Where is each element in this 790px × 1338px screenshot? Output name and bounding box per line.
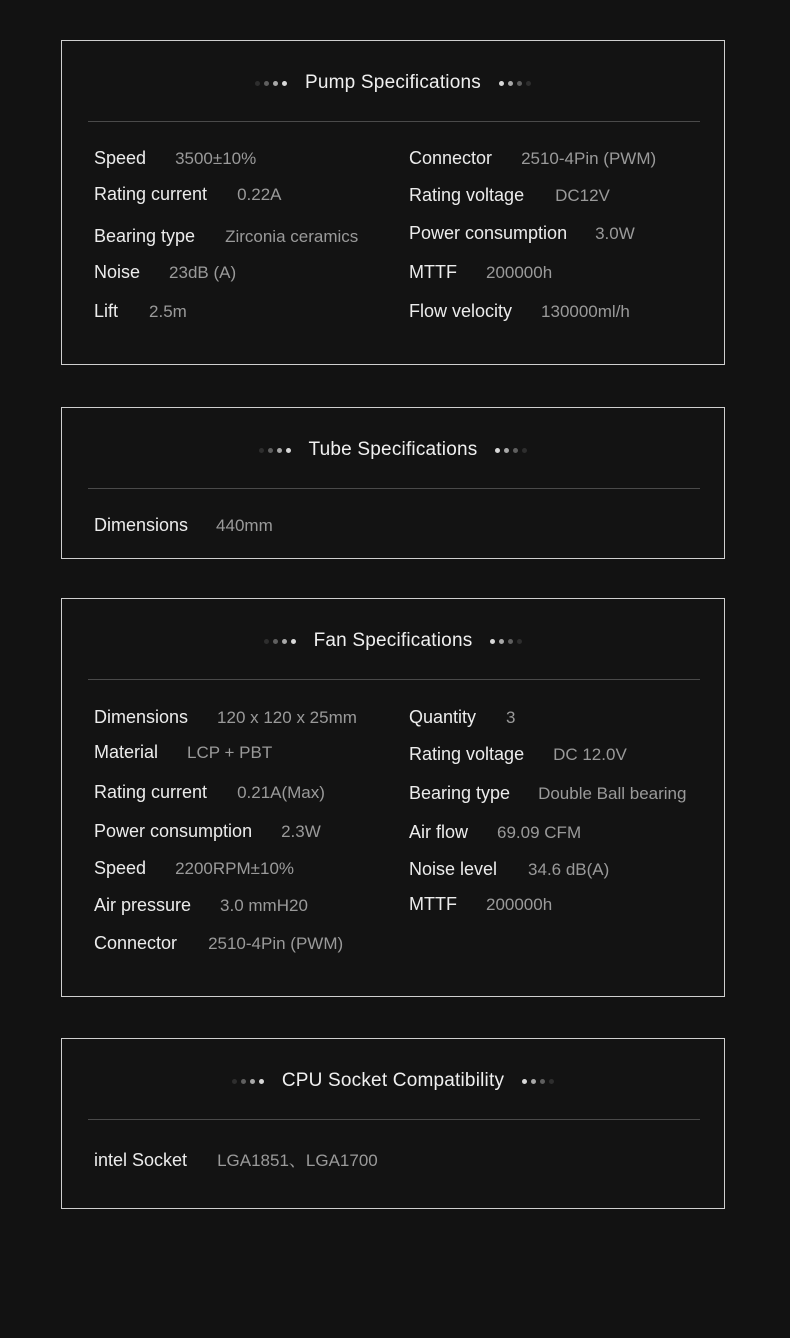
panel-title: CPU Socket Compatibility <box>281 1070 505 1091</box>
tube-specifications-panel <box>61 407 725 559</box>
spec-row <box>94 148 256 169</box>
spec-row <box>409 301 630 322</box>
spec-row <box>94 1146 378 1171</box>
decorative-dots-right-icon <box>490 639 522 644</box>
spec-row <box>409 148 656 169</box>
divider <box>88 121 700 122</box>
panel-title: Fan Specifications <box>313 630 473 651</box>
spec-row <box>94 262 236 283</box>
spec-value: 120 x 120 x 25mm <box>217 708 357 727</box>
spec-value: 23dB (A) <box>169 263 237 282</box>
panel-header <box>62 72 724 94</box>
spec-value: 2.5m <box>149 302 187 321</box>
spec-value: 3.0 mmH20 <box>220 896 308 915</box>
spec-label: Power consumption <box>94 821 253 841</box>
spec-label: Noise <box>94 262 141 282</box>
decorative-dots-left-icon <box>264 639 296 644</box>
spec-value: 3.0W <box>595 224 635 243</box>
decorative-dots-left-icon <box>255 81 287 86</box>
spec-value: 0.22A <box>237 185 282 204</box>
spec-label: Rating current <box>94 184 208 204</box>
spec-label: Rating voltage <box>409 185 525 205</box>
cpu-socket-compatibility-panel <box>61 1038 725 1209</box>
spec-label: MTTF <box>409 262 457 282</box>
spec-value: 2510-4Pin (PWM) <box>521 149 657 168</box>
panel-header <box>62 439 724 461</box>
spec-label: Dimensions <box>94 515 189 535</box>
spec-value: 200000h <box>485 895 553 914</box>
spec-row <box>94 782 325 803</box>
spec-row <box>94 895 308 916</box>
pump-specifications-panel <box>61 40 725 365</box>
spec-row <box>94 742 272 763</box>
spec-value: 2200RPM±10% <box>175 859 295 878</box>
spec-row <box>409 859 609 880</box>
spec-row <box>409 707 516 728</box>
spec-label: Air flow <box>409 822 469 842</box>
spec-label: Bearing type <box>94 226 196 246</box>
divider <box>88 679 700 680</box>
spec-value: 2.3W <box>281 822 321 841</box>
spec-value: 34.6 dB(A) <box>528 860 610 879</box>
spec-label: intel Socket <box>94 1150 188 1170</box>
spec-label: Dimensions <box>94 707 189 727</box>
spec-row <box>94 933 343 954</box>
spec-value: DC 12.0V <box>553 745 627 764</box>
spec-label: Connector <box>409 148 493 168</box>
spec-value: 130000ml/h <box>541 302 630 321</box>
spec-row <box>409 744 627 765</box>
divider <box>88 1119 700 1120</box>
spec-value: LGA1851、LGA1700 <box>217 1151 378 1170</box>
spec-row <box>94 821 321 842</box>
spec-row <box>94 184 282 205</box>
panel-header <box>62 630 724 652</box>
spec-row <box>94 301 187 322</box>
spec-value: DC12V <box>555 186 610 205</box>
spec-label: Material <box>94 742 159 762</box>
spec-row <box>94 858 294 879</box>
spec-value: 69.09 CFM <box>497 823 582 842</box>
spec-label: Flow velocity <box>409 301 513 321</box>
spec-label: Bearing type <box>409 783 511 803</box>
spec-label: Connector <box>94 933 178 953</box>
divider <box>88 488 700 489</box>
spec-label: Air pressure <box>94 895 192 915</box>
spec-row <box>409 783 686 804</box>
decorative-dots-left-icon <box>232 1079 264 1084</box>
spec-value: 2510-4Pin (PWM) <box>208 934 344 953</box>
spec-value: 200000h <box>485 263 553 282</box>
panel-title: Pump Specifications <box>305 72 481 93</box>
spec-value: 3 <box>506 708 516 727</box>
spec-label: Speed <box>94 148 147 168</box>
spec-row <box>409 262 552 283</box>
panel-header <box>62 1070 724 1092</box>
spec-row <box>94 707 357 728</box>
decorative-dots-right-icon <box>495 448 527 453</box>
spec-value: Double Ball bearing <box>538 784 687 803</box>
spec-label: Speed <box>94 858 147 878</box>
spec-value: LCP + PBT <box>187 743 273 762</box>
panel-title: Tube Specifications <box>308 439 478 460</box>
spec-label: Quantity <box>409 707 477 727</box>
decorative-dots-right-icon <box>522 1079 554 1084</box>
spec-row <box>409 822 581 843</box>
fan-specifications-panel <box>61 598 725 997</box>
spec-value: Zirconia ceramics <box>225 227 359 246</box>
spec-label: Power consumption <box>409 223 568 243</box>
spec-row <box>409 223 635 244</box>
spec-row <box>409 185 610 206</box>
decorative-dots-right-icon <box>499 81 531 86</box>
spec-row <box>94 515 273 536</box>
spec-row <box>94 226 358 247</box>
spec-label: Rating voltage <box>409 744 525 764</box>
spec-label: MTTF <box>409 894 457 914</box>
spec-value: 0.21A(Max) <box>237 783 325 802</box>
spec-label: Lift <box>94 301 119 321</box>
spec-label: Rating current <box>94 782 208 802</box>
decorative-dots-left-icon <box>259 448 291 453</box>
spec-value: 3500±10% <box>175 149 257 168</box>
spec-label: Noise level <box>409 859 498 879</box>
spec-row <box>409 894 552 915</box>
spec-value: 440mm <box>216 516 273 535</box>
